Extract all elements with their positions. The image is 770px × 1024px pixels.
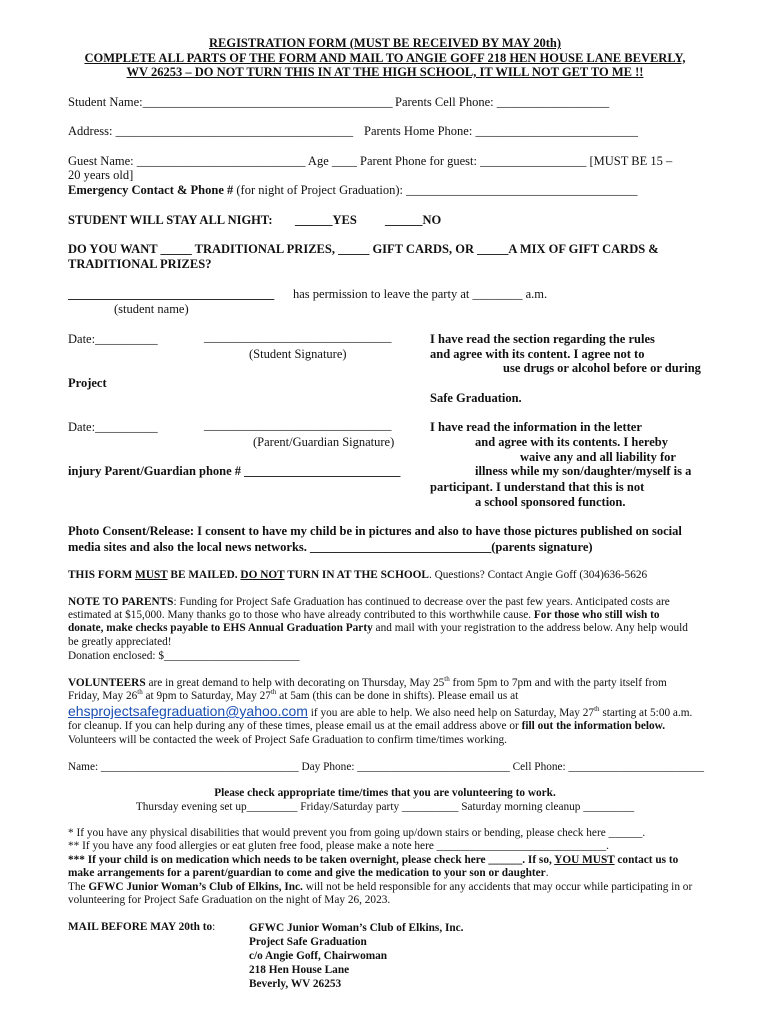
parent-signature-line[interactable]: ______________________________ (204, 418, 392, 432)
volunteers-line-5: Volunteers will be contacted the week of Project Safe Graduation to confirm time/times working. (68, 734, 507, 746)
volunteers-line-3 (68, 703, 692, 719)
injury-parent-phone-field[interactable]: injury Parent/Guardian phone # _________________________ (68, 464, 401, 478)
address-line-1: GFWC Junior Woman’s Club of Elkins, Inc. (249, 922, 464, 934)
volunteers-line-4 (68, 720, 665, 732)
note-line-2 (68, 609, 660, 621)
medication-footnote-2-text: make arrangements for a parent/guardian to come and give the medication to your son or daughter (68, 867, 546, 879)
parents-cell-phone-field[interactable]: Parents Cell Phone: __________________ (395, 95, 610, 109)
volunteers-line-1-text: are in great demand to help with decorating on Thursday, May 25 (145, 676, 445, 689)
guest-age-note: 20 years old] (68, 168, 134, 182)
note-line-4: be greatly appreciated! (68, 636, 172, 648)
parent-date-field[interactable]: Date:__________ (68, 420, 158, 434)
volunteers-line-1 (68, 675, 667, 689)
address-field[interactable]: Address: ______________________________________ (68, 124, 354, 138)
photo-consent-text: Photo Consent/Release: I consent to have my child be in pictures and also to have those pictures published on social (68, 524, 682, 538)
medication-footnote-2 (68, 867, 549, 879)
liability-statement-3: waive any and all liability for (520, 450, 676, 464)
times-options[interactable]: Thursday evening set up_________ Friday/Saturday party __________ Saturday morning cleanup _________ (135, 801, 635, 813)
address-line-2: Project Safe Graduation (249, 936, 367, 948)
student-signature-line[interactable]: ______________________________ (204, 330, 392, 344)
volunteer-email-link[interactable]: ehsprojectsafegraduation@yahoo.com (68, 703, 308, 719)
volunteers-line-2a: Friday, May 26 (68, 689, 138, 702)
note-line-2b: For those who still wish to (533, 609, 660, 621)
note-line-1-text: : Funding for Project Safe Graduation has continued to decrease over the past few years. Anticipated costs are (173, 596, 670, 608)
volunteers-sup-4: th (594, 705, 600, 714)
note-line-3 (68, 622, 688, 634)
mail-before-text: MAIL BEFORE MAY 20th to (68, 921, 213, 933)
guest-field-line[interactable]: Guest Name: ___________________________ Age ____ Parent Phone for guest: _________________ [MUST BE 15 – (68, 154, 673, 168)
volunteers-line-3a: if you are able to help. We also need help on Saturday, May 27 (307, 707, 595, 719)
volunteers-line-3b: starting at 5:00 a.m. (599, 707, 693, 719)
header-instruction: COMPLETE ALL PARTS OF THE FORM AND MAIL TO ANGIE GOFF 218 HEN HOUSE LANE BEVERLY, (84, 50, 686, 65)
donation-enclosed-field[interactable]: Donation enclosed: $________________________ (68, 650, 300, 662)
header-warning: WV 26253 – DO NOT TURN THIS IN AT THE HIGH SCHOOL, IT WILL NOT GET TO ME !! (126, 65, 644, 79)
volunteers-sup-3: th (270, 688, 277, 696)
medication-footnote-must: YOU MUST (554, 854, 615, 866)
stay-yes-option[interactable]: ______YES (295, 213, 357, 227)
mail-before-label (68, 921, 215, 933)
volunteers-sup-1: th (444, 675, 450, 683)
emergency-contact-blank[interactable]: (for night of Project Graduation): _____________________________________ (233, 183, 638, 197)
leave-party-time-field[interactable]: has permission to leave the party at ________ a.m. (293, 287, 548, 301)
address-line-4: 218 Hen House Lane (249, 964, 350, 976)
student-name-caption: (student name) (114, 302, 189, 316)
volunteer-contact-fields[interactable]: Name: ___________________________________ Day Phone: ___________________________ Cell Phone: ________________________ (68, 761, 705, 773)
rules-statement-1: I have read the section regarding the rules (430, 332, 655, 346)
rules-statement-3: use drugs or alcohol before or during (503, 361, 701, 375)
prizes-question-cont: TRADITIONAL PRIZES? (68, 257, 212, 271)
medication-footnote[interactable] (68, 854, 678, 866)
mail-notice-contact: . Questions? Contact Angie Goff (304)636-5626 (428, 569, 648, 581)
form-header (40, 36, 730, 80)
stay-all-night-label: STUDENT WILL STAY ALL NIGHT: (68, 213, 273, 227)
volunteers-line-2c: at 5am (this can be done in shifts). Please email us at (276, 689, 519, 702)
liability-footnote-a: The (68, 881, 89, 893)
liability-statement-6: a school sponsored function. (475, 495, 626, 509)
liability-statement-5: participant. I understand that this is not (430, 480, 645, 494)
parent-signature-caption: (Parent/Guardian Signature) (253, 435, 395, 449)
mailing-address (249, 921, 464, 991)
rules-statement-2: and agree with its content. I agree not to (430, 347, 645, 361)
student-signature-caption: (Student Signature) (249, 347, 347, 361)
student-name-blank[interactable]: _________________________________ (68, 287, 275, 301)
rules-statement-4: Safe Graduation. (430, 391, 522, 405)
liability-footnote-2: volunteering for Project Safe Graduation on the night of May 26, 2023. (68, 894, 391, 906)
liability-statement-1: I have read the information in the letter (430, 420, 642, 434)
liability-footnote (68, 881, 692, 893)
disability-footnote[interactable]: * If you have any physical disabilities that would prevent you from going up/down stairs or bending, please check here ______. (68, 827, 646, 839)
club-name: GFWC Junior Woman’s Club of Elkins, Inc. (88, 881, 303, 893)
photo-consent-signature[interactable]: media sites and also the local news networks. _____________________________(parents signature) (68, 540, 593, 554)
allergy-footnote[interactable]: ** If you have any food allergies or eat gluten free food, please make a note here ______________________________. (68, 840, 609, 852)
emergency-contact-field[interactable] (68, 183, 637, 198)
note-line-3b: and mail with your registration to the address below. Any help would (372, 622, 688, 634)
times-heading: Please check appropriate time/times that you are volunteering to work. (214, 787, 556, 799)
volunteers-label: VOLUNTEERS (68, 676, 146, 689)
volunteers-line-1-end: from 5pm to 7pm and with the party itself from (449, 676, 667, 689)
emergency-contact-label: Emergency Contact & Phone # (68, 183, 234, 197)
parents-home-phone-field[interactable]: Parents Home Phone: __________________________ (364, 124, 638, 138)
prizes-question[interactable]: DO YOU WANT _____ TRADITIONAL PRIZES, _____ GIFT CARDS, OR _____A MIX OF GIFT CARDS & (68, 242, 659, 256)
project-label: Project (68, 376, 107, 390)
mail-before-colon: : (212, 921, 216, 933)
volunteers-line-2 (68, 688, 518, 702)
medication-footnote-2-end: . (545, 867, 549, 879)
note-checks-payable: donate, make checks payable to EHS Annual Graduation Party (68, 622, 373, 634)
header-title: REGISTRATION FORM (MUST BE RECEIVED BY MAY 20th) (208, 36, 561, 50)
mail-notice-c: BE MAILED. (167, 569, 241, 581)
liability-statement-2: and agree with its contents. I hereby (475, 435, 668, 449)
student-name-field[interactable]: Student Name:________________________________________ (68, 95, 393, 109)
note-line-1 (68, 596, 670, 608)
medication-footnote-c: contact us to (614, 854, 679, 866)
volunteers-line-2b: at 9pm to Saturday, May 27 (142, 689, 271, 702)
mail-notice-e: TURN IN AT THE SCHOOL (284, 569, 429, 581)
mail-notice-a: THIS FORM (68, 569, 136, 581)
liability-statement-4: illness while my son/daughter/myself is a (475, 464, 692, 478)
note-label: NOTE TO PARENTS (68, 596, 174, 608)
address-line-3: c/o Angie Goff, Chairwoman (249, 950, 388, 962)
address-line-5: Beverly, WV 26253 (249, 978, 342, 990)
mail-notice (68, 569, 647, 581)
medication-footnote-a: *** If your child is on medication which needs to be taken overnight, please check here ______. If so, (68, 854, 555, 866)
note-line-2a: estimated at $15,000. Many thanks go to those who have already contributed to this worthwhile cause. (68, 609, 534, 621)
liability-footnote-c: will not be held responsible for any accidents that may occur while participating in or (302, 881, 693, 893)
volunteers-line-4b: fill out the information below. (521, 720, 666, 732)
mail-notice-must: MUST (135, 569, 168, 581)
volunteers-sup-2: th (137, 688, 143, 696)
stay-no-option[interactable]: ______NO (385, 213, 442, 227)
student-date-field[interactable]: Date:__________ (68, 332, 158, 346)
mail-notice-do-not: DO NOT (240, 569, 285, 581)
volunteers-line-4a: for cleanup. If you can help during any of these times, please email us at the email address above or (68, 720, 522, 732)
